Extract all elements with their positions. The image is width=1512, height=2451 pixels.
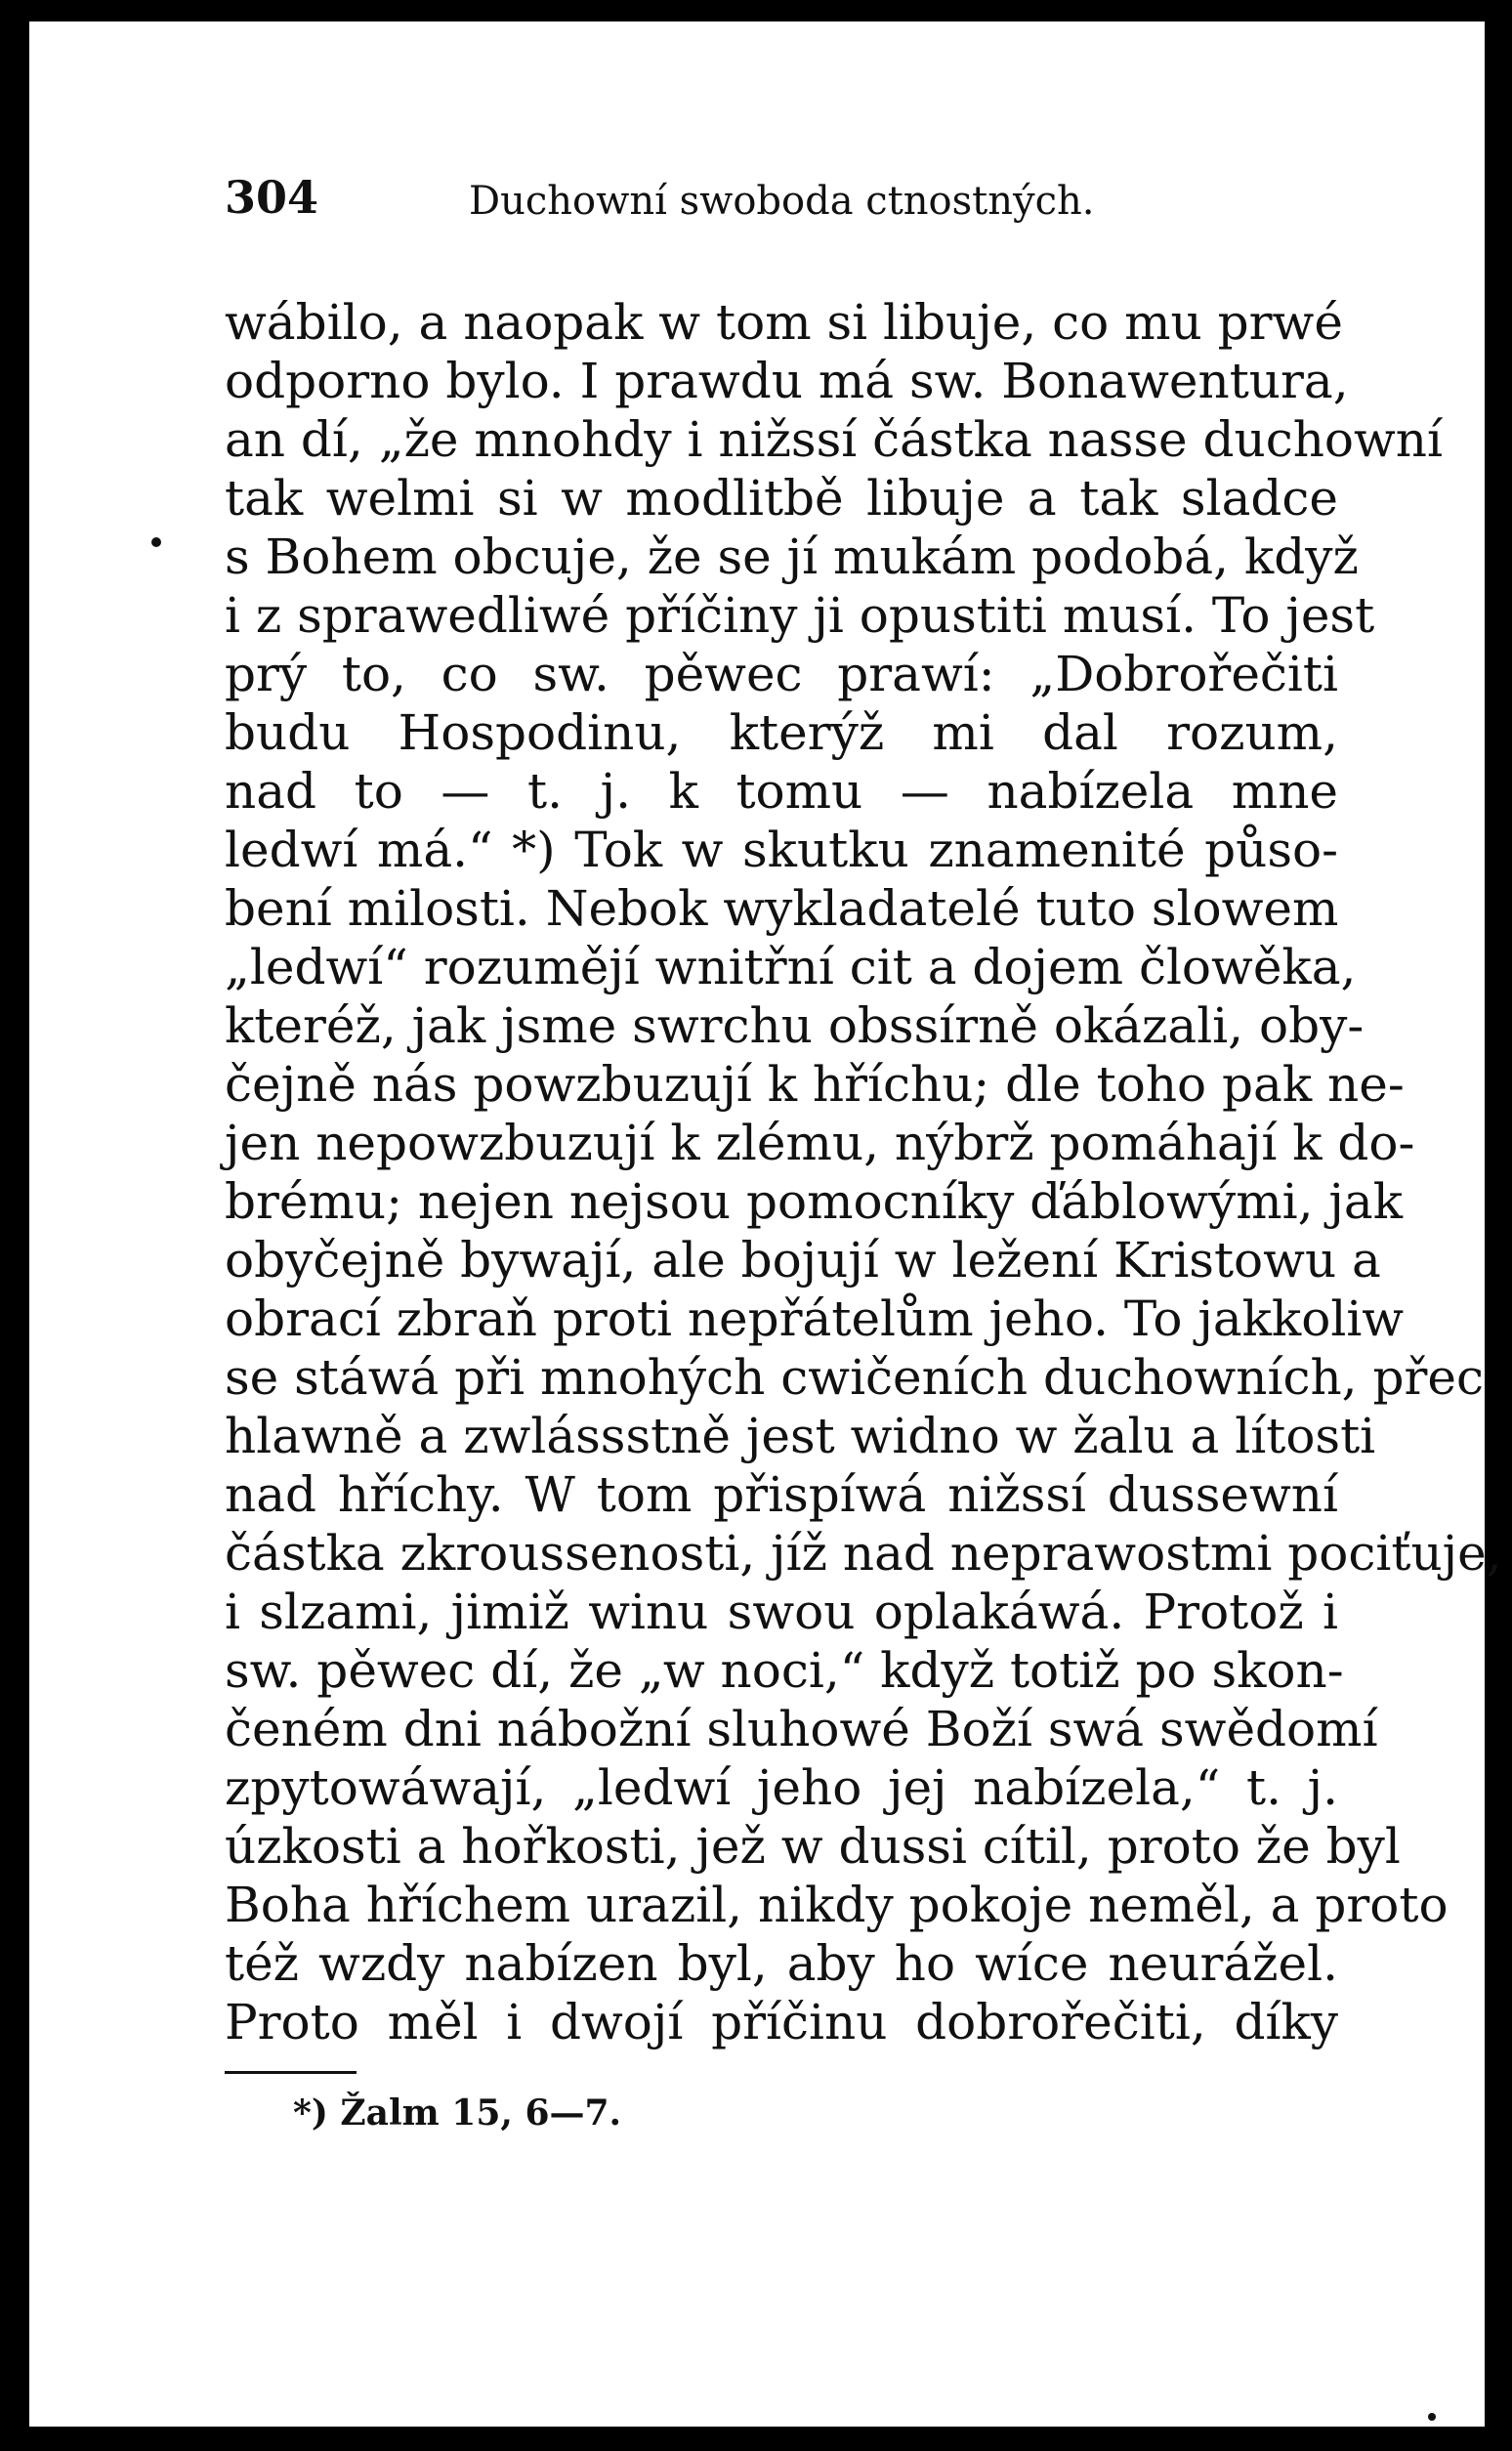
text-line: an dí, „že mnohdy i nižssí částka nasse duchowní [225, 411, 1443, 468]
text-line: též wzdy nabízen byl, aby ho wíce neurážel. [225, 1935, 1338, 1992]
margin-mark [151, 537, 161, 547]
text-line: tak welmi si w modlitbě libuje a tak sladce [225, 470, 1338, 527]
text-line: obyčejně bywají, ale bojují w ležení Kristowu a [225, 1232, 1381, 1289]
text-line: i z sprawedliwé příčiny ji opustiti musí. To jest [225, 587, 1375, 644]
text-line: Proto měl i dwojí příčinu dobrořečiti, díky [225, 1994, 1338, 2050]
footnote: *) Žalm 15, 6—7. [293, 2092, 622, 2134]
text-line: wábilo, a naopak w tom si libuje, co mu prwé [225, 294, 1343, 351]
text-line: s Bohem obcuje, že se jí mukám podobá, když [225, 528, 1359, 585]
text-line: bení milosti. Nebok wykladatelé tuto slowem [225, 880, 1339, 937]
text-line: hlawně a zwlássstně jest widno w žalu a lítosti [225, 1408, 1376, 1464]
text-line: ledwí má.“ *) Tok w skutku znamenité půso- [225, 822, 1338, 878]
text-line: kteréž, jak jsme swrchu obssírně okázali, oby- [225, 997, 1365, 1054]
page-header [225, 171, 1338, 239]
text-line: čejně nás powzbuzují k hříchu; dle toho pak ne- [225, 1056, 1405, 1113]
footnote-rule [225, 2071, 357, 2074]
page-number: 304 [225, 171, 319, 224]
text-line: nad hříchy. W tom přispíwá nižssí dussewní [225, 1466, 1338, 1523]
text-line: prý to, co sw. pěwec prawí: „Dobrořečiti [225, 646, 1338, 702]
text-line: obrací zbraň proti nepřátelům jeho. To jakkoliw [225, 1290, 1405, 1347]
text-line: brému; nejen nejsou pomocníky ďáblowými, jak [225, 1173, 1404, 1230]
text-line: čeném dni nábožní sluhowé Boží swá swědomí [225, 1701, 1378, 1757]
body-text [225, 293, 1502, 2051]
text-line: Boha hříchem urazil, nikdy pokoje neměl, a proto [225, 1877, 1449, 1933]
text-line: „ledwí“ rozumějí wnitřní cit a dojem člowěka, [225, 939, 1357, 995]
text-line: se stáwá při mnohých cwičeních duchowních, přec [225, 1349, 1484, 1406]
text-line: i slzami, jimiž winu swou oplakáwá. Protož i [225, 1584, 1338, 1640]
text-line: sw. pěwec dí, že „w noci,“ když totiž po skon- [225, 1642, 1344, 1699]
text-line: zpytowáwají, „ledwí jeho jej nabízela,“ t. j. [225, 1759, 1338, 1816]
corner-mark [1428, 2413, 1436, 2421]
text-line: nad to — t. j. k tomu — nabízela mne [225, 763, 1338, 820]
running-title: Duchowní swoboda ctnostných. [469, 179, 1095, 224]
text-line: částka zkroussenosti, jíž nad neprawostmi pociťuje, [225, 1525, 1502, 1582]
text-line: budu Hospodinu, kterýž mi dal rozum, [225, 704, 1338, 761]
text-line: odporno bylo. I prawdu má sw. Bonawentura, [225, 353, 1349, 409]
text-line: jen nepowzbuzují k zlému, nýbrž pomáhají k do- [225, 1115, 1415, 1171]
text-line: úzkosti a hořkosti, jež w dussi cítil, proto že byl [225, 1818, 1401, 1875]
